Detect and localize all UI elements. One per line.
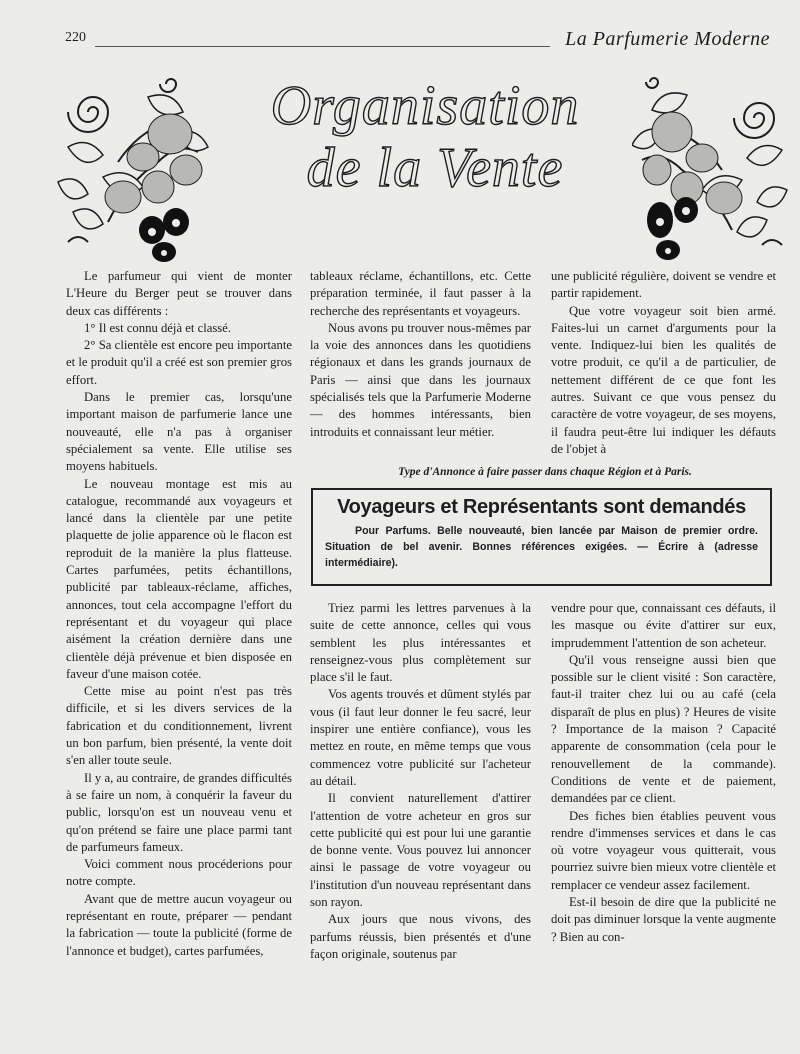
paragraph: 1° Il est connu déjà et classé. — [84, 320, 232, 335]
header-rule — [95, 46, 550, 47]
paragraph: Il y a, au contraire, de grandes difficultés à se faire un nom, à conquérir la faveur du public, lorsqu'on est un nouveau venu et qu'on prétend se faire une place parmi tant de parfumeurs fameux. — [66, 770, 292, 854]
advertisement-headline: Voyageurs et Représentants sont demandés — [337, 496, 746, 518]
paragraph: Cette mise au point n'est pas très difficile, et si les divers services de la fabrication et du conditionnement, livrent un bon parfum, bien présenté, la vente doit s'en aller toute seule. — [66, 684, 292, 768]
paragraph: Vos agents trouvés et dûment stylés par vous (il faut leur donner le feu sacré, leur inspirer une entière confiance), vous les mettez en route, en même temps que vous commencez votre publicité sur l'acheteur au détail. — [310, 687, 531, 788]
paragraph: une publicité régulière, doivent se vendre et partir rapidement. — [551, 269, 776, 301]
article-column-5 — [551, 600, 776, 946]
article-title — [225, 75, 625, 205]
paragraph: Est-il besoin de dire que la publicité ne doit pas diminuer lorsque la vente augmente ? Bien au con- — [551, 895, 776, 944]
paragraph: Voici comment nous procéderions pour notre compte. — [66, 857, 292, 889]
floral-ornament-left — [48, 72, 218, 262]
article-column-1 — [66, 268, 292, 960]
advertisement-caption: Type d'Annonce à faire passer dans chaque Région et à Paris. — [398, 466, 692, 478]
paragraph: Qu'il vous renseigne aussi bien que possible sur le client visité : Son caractère, faut-il traiter chez lui ou au café (cela disparaît de plus en plus) ? Heures de visite ? Importance de la maison ? Capacité apparente de consommation (cela pour le renouvellement de la commande). Conditions de vente et de paiement, demandées par ce client. — [551, 652, 776, 806]
advertisement-box — [311, 488, 772, 586]
paragraph: Dans le premier cas, lorsqu'une important maison de parfumerie lance une nouveauté, elle n'a pas à organiser spécialement sa vente. Elle utilise ses moyens habituels. — [66, 390, 292, 474]
paragraph: Avant que de mettre aucun voyageur ou représentant en route, préparer — pendant la fabrication — toute la publicité (forme de l'annonce et budget), cartes parfumées, — [66, 891, 292, 958]
paragraph: Des fiches bien établies peuvent vous rendre d'immenses services et dans le cas où votre voyageur vous quitterait, vous pourriez suivre bien mieux votre clientèle et remplacer ce vendeur assez facilement. — [551, 808, 776, 892]
title-line-1: Organisation — [270, 75, 580, 137]
advertisement-body: Pour Parfums. Belle nouveauté, bien lancée par Maison de premier ordre. Situation de bel avenir. Bonnes références exigées. — Écrire à (adresse intermédiaire). — [325, 525, 758, 569]
paragraph: Aux jours que nous vivons, des parfums réussis, bien présentés et d'une façon originale, soutenus par — [310, 912, 531, 961]
paragraph: tableaux réclame, échantillons, etc. Cette préparation terminée, il faut passer à la recherche des représentants et voyageurs. — [310, 269, 531, 318]
floral-ornament-right — [632, 70, 797, 260]
paragraph: Que votre voyageur soit bien armé. Faites-lui un carnet d'arguments pour la vente. Indiquez-lui bien les qualités de votre produit, ce qu'il a de particulier, de nettement différent de ce que font les autres. Suivant ce que vous pensez du caractère de votre voyageur, de ses moyens, il faudra peut-être lui indiquer les défauts de l'objet à — [551, 303, 776, 456]
paragraph: vendre pour que, connaissant ces défauts, il les masque ou évite d'attirer sur eux, imprudemment l'attention de son acheteur. — [551, 601, 776, 650]
paragraph: Nous avons pu trouver nous-mêmes par la voie des annonces dans les quotidiens régionaux et dans les grands journaux de Paris — ainsi que dans les journaux spécialisés tels que la Parfumerie Moderne — des hommes intéressants, bien introduits et connaissant leur métier. — [310, 320, 531, 439]
article-column-2 — [310, 268, 531, 441]
article-column-3 — [551, 268, 776, 458]
running-title: La Parfumerie Moderne — [565, 28, 770, 50]
paragraph: 2° Sa clientèle est encore peu importante et le produit qu'il a créé est son premier gros effort. — [66, 338, 292, 387]
article-column-4 — [310, 600, 531, 963]
page-number: 220 — [65, 30, 86, 45]
paragraph: Le parfumeur qui vient de monter L'Heure du Berger peut se trouver dans deux cas différents : — [66, 269, 292, 318]
paragraph: Il convient naturellement d'attirer l'attention de votre acheteur en gros sur cette publicité qui est pour lui une garantie de bonne vente. Vous pouvez lui annoncer ainsi le passage de votre voyageur ou l'institution d'un nouveau représentant dans son rayon. — [310, 791, 531, 910]
paragraph: Le nouveau montage est mis au catalogue, recommandé aux voyageurs et lancé dans la clientèle par une petite plaquette de jolie apparence où le flacon est reproduit de la manière la plus flatteuse. Cartes parfumées, petits échantillons, publicité par tableaux-réclame, affiches, annonces, tout cela accompagne l'effort du représentant et du voyageur qui place aisément la création dernière dans une clientèle déjà prévenue et bien disposée en faveur d'une maison cotée. — [66, 476, 292, 681]
title-line-2: de la Vente — [306, 137, 564, 199]
paragraph: Triez parmi les lettres parvenues à la suite de cette annonce, celles qui vous semblent les plus intéressantes et renseignez-vous plus complètement sur place s'il le faut. — [310, 601, 531, 685]
